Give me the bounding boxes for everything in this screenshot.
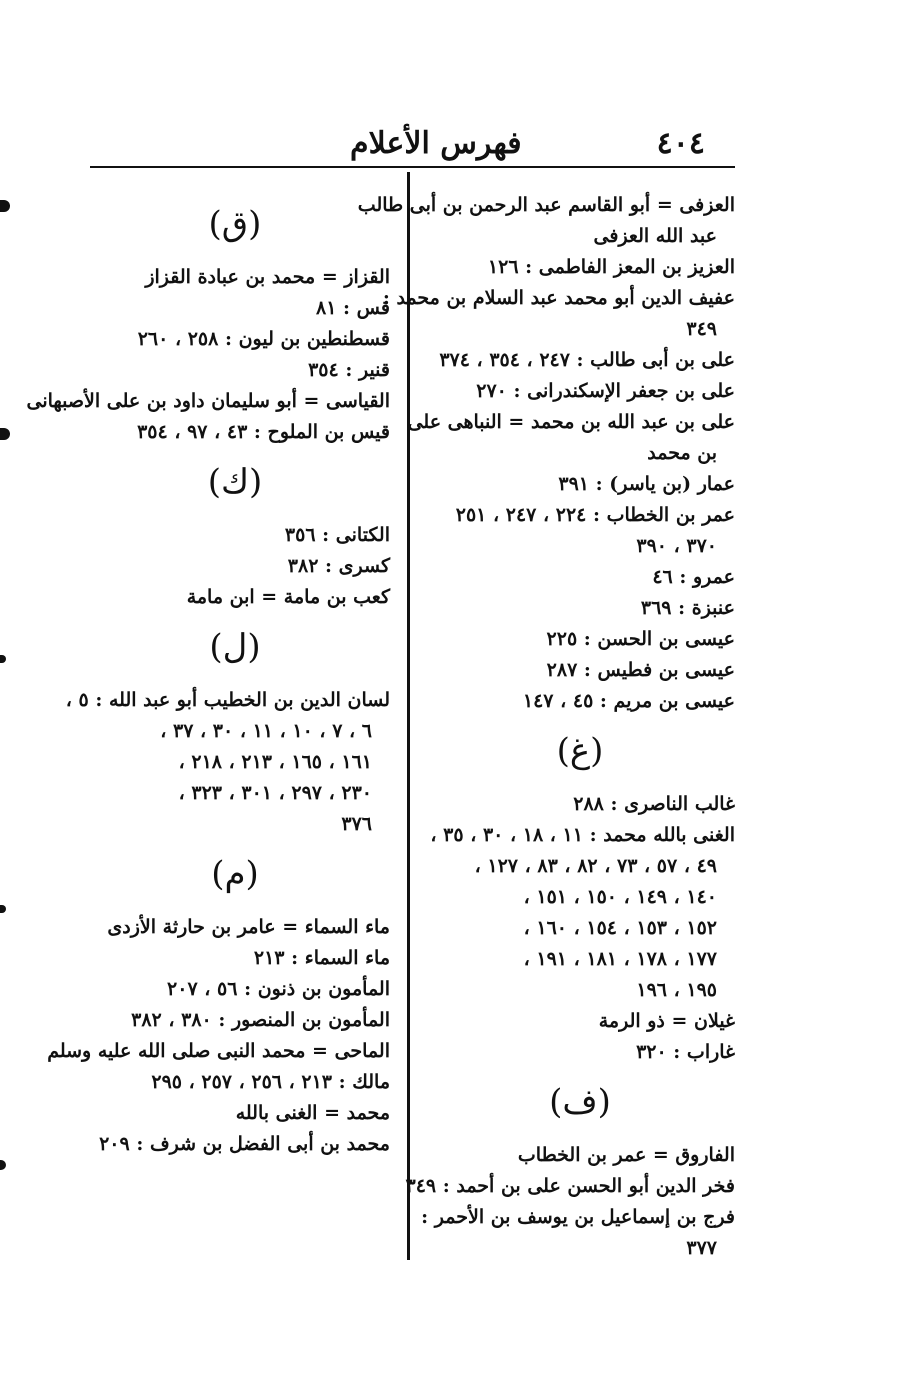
index-entry: القياسى = أبو سليمان داود بن على الأصبهانى (26, 390, 390, 412)
index-entry: الغنى بالله محمد : ١١ ، ١٨ ، ٣٠ ، ٣٥ ، (430, 824, 735, 846)
page-edge-mark (0, 655, 6, 663)
index-entry: المأمون بن المنصور : ٣٨٠ ، ٣٨٢ (131, 1009, 390, 1031)
index-column-right (357, 190, 735, 1264)
index-column-left (26, 190, 390, 1160)
index-entry: غاراب : ٣٢٠ (636, 1041, 735, 1063)
column-divider (407, 172, 410, 1260)
index-entry: غالب الناصرى : ٢٨٨ (573, 793, 735, 815)
index-entry-continuation: ١٩٥ ، ١٩٦ (636, 979, 717, 1001)
page-header (90, 122, 735, 166)
index-entry: عمر بن الخطاب : ٢٢٤ ، ٢٤٧ ، ٢٥١ (455, 504, 735, 526)
index-entry: ماء السماء = عامر بن حارثة الأزدى (107, 916, 390, 938)
index-entry-continuation: ٣٧٦ (341, 813, 372, 835)
index-entry: عيسى بن مريم : ٤٥ ، ١٤٧ (522, 690, 735, 712)
index-entry: قنير : ٣٥٤ (308, 359, 390, 381)
page-edge-mark (0, 1160, 6, 1170)
index-entry: قيس بن الملوح : ٤٣ ، ٩٧ ، ٣٥٤ (137, 421, 390, 443)
index-entry-continuation: ٣٧٠ ، ٣٩٠ (636, 535, 717, 557)
index-entry: محمد = الغنى بالله (235, 1102, 390, 1124)
index-entry: كسرى : ٣٨٢ (287, 555, 390, 577)
index-entry-continuation: ١٦١ ، ١٦٥ ، ٢١٣ ، ٢١٨ ، (178, 751, 372, 773)
index-entry: على بن جعفر الإسكندرانى : ٢٧٠ (476, 380, 735, 402)
index-entry: الفاروق = عمر بن الخطاب (517, 1144, 735, 1166)
page-edge-mark (0, 905, 6, 913)
page-number: ٤٠٤ (656, 126, 705, 161)
index-entry: قس : ٨١ (316, 297, 390, 319)
index-entry: المأمون بن ذنون : ٥٦ ، ٢٠٧ (167, 978, 390, 1000)
page-edge-mark (0, 200, 10, 212)
letter-heading: (ل) (209, 627, 261, 667)
index-entry: كعب بن مامة = ابن مامة (186, 586, 390, 608)
index-entry-continuation: ٤٩ ، ٥٧ ، ٧٣ ، ٨٢ ، ٨٣ ، ١٢٧ ، (474, 855, 717, 877)
letter-heading: (ق) (208, 204, 262, 244)
index-entry: قسطنطين بن ليون : ٢٥٨ ، ٢٦٠ (137, 328, 390, 350)
index-entry: فخر الدين أبو الحسن على بن أحمد : ٣٤٩ (405, 1175, 735, 1197)
header-rule (90, 166, 735, 168)
index-entry: الماحى = محمد النبى صلى الله عليه وسلم (47, 1040, 390, 1062)
page-edge-mark (0, 428, 10, 440)
index-entry-continuation: بن محمد (647, 442, 717, 464)
index-entry: عمرو : ٤٦ (652, 566, 735, 588)
index-entry: ماء السماء : ٢١٣ (253, 947, 390, 969)
index-entry-continuation: ٦ ، ٧ ، ١٠ ، ١١ ، ٣٠ ، ٣٧ ، (160, 720, 372, 742)
index-entry: عيسى بن فطيس : ٢٨٧ (546, 659, 735, 681)
index-entry: محمد بن أبى الفضل بن شرف : ٢٠٩ (99, 1133, 390, 1155)
index-entry-continuation: ٢٣٠ ، ٢٩٧ ، ٣٠١ ، ٣٢٣ ، (178, 782, 372, 804)
index-entry: على بن أبى طالب : ٢٤٧ ، ٣٥٤ ، ٣٧٤ (439, 349, 735, 371)
index-entry: عمار (بن ياسر) : ٣٩١ (558, 473, 735, 495)
index-entry-continuation: ١٥٢ ، ١٥٣ ، ١٥٤ ، ١٦٠ ، (523, 917, 717, 939)
running-title: فهرس الأعلام (350, 126, 522, 161)
letter-heading: (م) (211, 854, 259, 894)
letter-heading: (ك) (207, 462, 263, 502)
index-entry-continuation: ٣٧٧ (686, 1237, 717, 1259)
index-entry: العزيز بن المعز الفاطمى : ١٢٦ (487, 256, 735, 278)
index-entry: مالك : ٢١٣ ، ٢٥٦ ، ٢٥٧ ، ٢٩٥ (151, 1071, 390, 1093)
index-entry: غيلان = ذو الرمة (598, 1010, 735, 1032)
index-entry: الكتانى : ٣٥٦ (284, 524, 390, 546)
letter-heading: (غ) (556, 731, 604, 771)
index-entry: لسان الدين بن الخطيب أبو عبد الله : ٥ ، (65, 689, 390, 711)
letter-heading: (ف) (549, 1082, 611, 1122)
index-entry: القزاز = محمد بن عبادة القزاز (145, 266, 390, 288)
index-entry-continuation: ١٤٠ ، ١٤٩ ، ١٥٠ ، ١٥١ ، (523, 886, 717, 908)
index-entry-continuation: عبد الله العزفى (593, 225, 717, 247)
index-entry: عنبزة : ٣٦٩ (640, 597, 735, 619)
index-entry: عفيف الدين أبو محمد عبد السلام بن محمد : (382, 287, 735, 309)
index-entry-continuation: ١٧٧ ، ١٧٨ ، ١٨١ ، ١٩١ ، (523, 948, 717, 970)
index-entry: على بن عبد الله بن محمد = النباهى على (407, 411, 735, 433)
index-entry: العزفى = أبو القاسم عبد الرحمن بن أبى طالب (357, 194, 735, 216)
index-entry: فرج بن إسماعيل بن يوسف بن الأحمر : (421, 1206, 735, 1228)
index-entry-continuation: ٣٤٩ (686, 318, 717, 340)
index-entry: عيسى بن الحسن : ٢٢٥ (546, 628, 735, 650)
